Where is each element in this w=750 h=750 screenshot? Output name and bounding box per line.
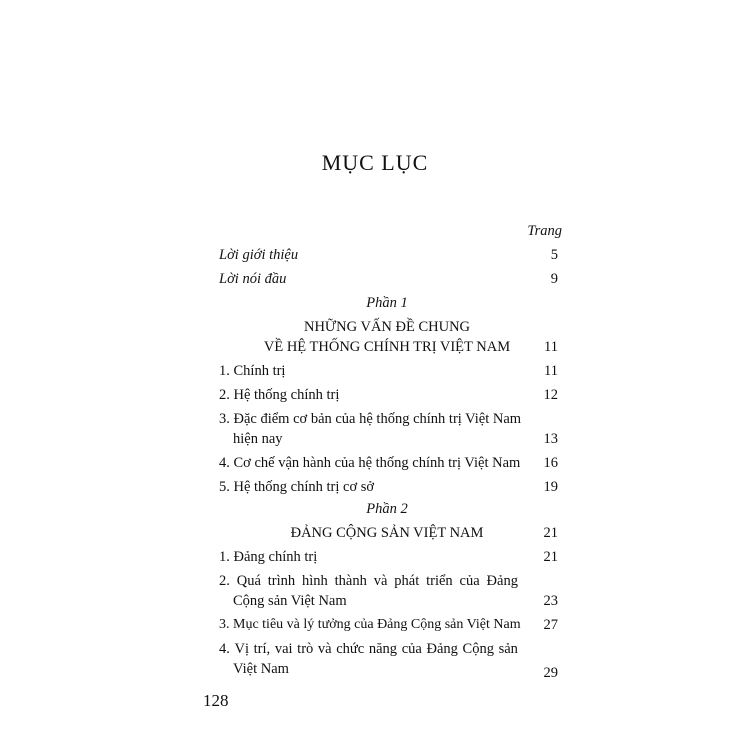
- toc-entry-label: Lời nói đầu: [219, 271, 287, 287]
- toc-word: vai: [274, 641, 293, 657]
- toc-entry-label-continued: Việt Nam: [233, 661, 289, 677]
- toc-entry-label-justified: [219, 572, 518, 590]
- part-label: Phần 1: [366, 295, 408, 311]
- toc-entry-page: 16: [543, 455, 558, 471]
- toc-word: và: [317, 641, 332, 657]
- toc-word: triển: [426, 573, 453, 589]
- toc-word: trình: [267, 573, 296, 589]
- part-heading-line: VỀ HỆ THỐNG CHÍNH TRỊ VIỆT NAM: [263, 339, 511, 355]
- part-label: Phần 2: [366, 501, 408, 517]
- toc-entry-label: 2. Hệ thống chính trị: [219, 387, 340, 403]
- toc-word: Đảng: [486, 573, 518, 589]
- toc-word: chức: [336, 641, 365, 657]
- toc-word: Cộng: [462, 641, 494, 657]
- toc-word: 2.: [219, 573, 230, 589]
- toc-word: trò: [297, 641, 314, 657]
- page-number: 128: [203, 691, 229, 710]
- toc-word: phát: [394, 573, 420, 589]
- toc-entry-label: 5. Hệ thống chính trị cơ sở: [219, 479, 375, 495]
- toc-word: Quá: [236, 573, 261, 589]
- toc-entry-label: 1. Chính trị: [219, 363, 286, 379]
- toc-entry-label-continued: Cộng sản Việt Nam: [233, 593, 347, 609]
- toc-entry-page: 9: [550, 271, 558, 287]
- toc-word: hình: [302, 573, 328, 589]
- toc-entry-page: 29: [543, 665, 558, 681]
- toc-word: và: [373, 573, 388, 589]
- toc-entry-page: 27: [543, 617, 558, 633]
- part-heading-line: ĐẢNG CỘNG SẢN VIỆT NAM: [290, 525, 484, 541]
- toc-word: của: [401, 641, 422, 657]
- toc-word: năng: [368, 641, 398, 657]
- toc-entry-page: 21: [543, 549, 558, 565]
- toc-entry-page: 12: [543, 387, 558, 403]
- toc-entry-label-justified: [219, 640, 518, 658]
- toc-entry-page: 21: [543, 525, 558, 541]
- toc-entry-page: 23: [543, 593, 558, 609]
- toc-word: của: [459, 573, 480, 589]
- toc-word: thành: [334, 573, 367, 589]
- toc-entry-label: 3. Mục tiêu và lý tưởng của Đảng Cộng sản Việt Nam: [219, 617, 521, 632]
- toc-word: 4.: [219, 641, 230, 657]
- toc-entry-page: 19: [543, 479, 558, 495]
- page-title: MỤC LỤC: [321, 150, 429, 175]
- page-column-header: Trang: [527, 223, 562, 239]
- toc-word: Vị: [234, 641, 250, 657]
- toc-word: Đảng: [426, 641, 458, 657]
- toc-entry-page: 5: [550, 247, 558, 263]
- toc-entry-label: 4. Cơ chế vận hành của hệ thống chính trị Việt Nam: [219, 455, 521, 471]
- toc-entry-page: 13: [543, 431, 558, 447]
- toc-entry-page: 11: [544, 363, 558, 379]
- toc-entry-page: 11: [544, 339, 558, 355]
- toc-word: trí,: [253, 641, 271, 657]
- part-heading-line: NHỮNG VẤN ĐỀ CHUNG: [303, 319, 471, 335]
- toc-entry-label-continued: hiện nay: [233, 431, 283, 447]
- toc-word: sản: [498, 641, 518, 657]
- toc-entry-label: 3. Đặc điểm cơ bản của hệ thống chính trị Việt Nam: [219, 411, 522, 427]
- toc-entry-label: Lời giới thiệu: [219, 247, 299, 263]
- toc-entry-label: 1. Đảng chính trị: [219, 549, 318, 565]
